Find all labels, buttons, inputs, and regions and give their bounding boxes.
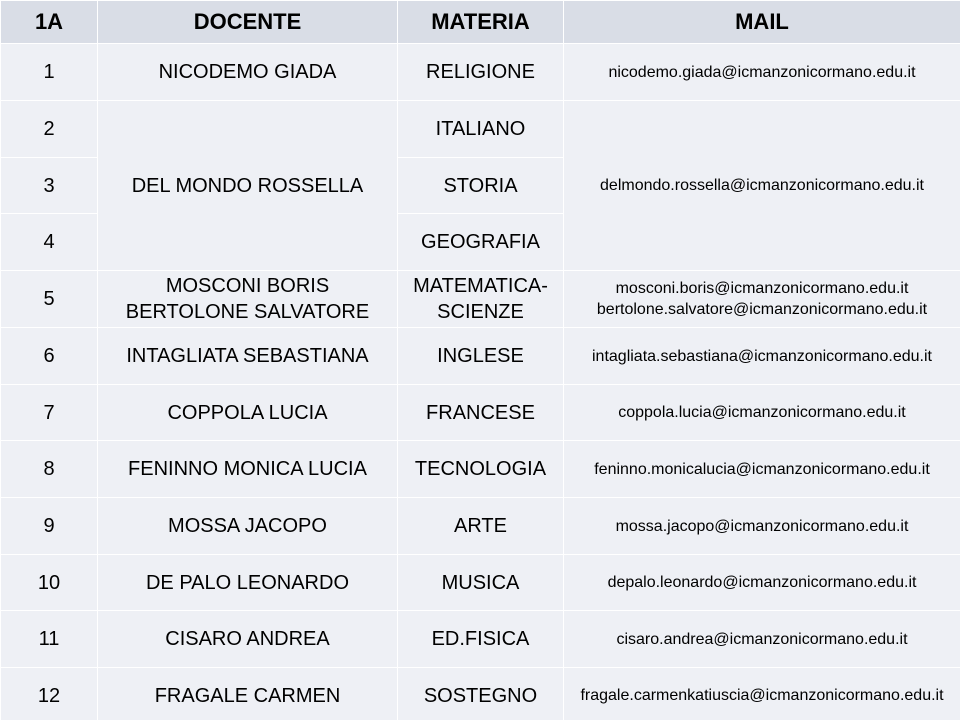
row-number: 1 (1, 44, 98, 101)
row-number: 7 (1, 385, 98, 441)
subject-name (398, 668, 564, 720)
teacher-email-line: feninno.monicalucia@icmanzonicormano.edu.it (594, 460, 930, 478)
table-row (1, 328, 960, 385)
subject-name-line: ITALIANO (435, 118, 526, 140)
table-row (1, 498, 960, 555)
subject-name-line: STORIA (443, 174, 518, 197)
teacher-name-line: MOSCONI BORIS (165, 275, 330, 297)
subject-name (398, 214, 564, 271)
teacher-email-line: cisaro.andrea@icmanzonicormano.edu.it (616, 630, 908, 648)
teacher-email-line: nicodemo.giada@icmanzonicormano.edu.it (608, 63, 916, 81)
row-number: 3 (1, 158, 98, 214)
teacher-email-line: bertolone.salvatore@icmanzonicormano.edu.it (596, 301, 928, 318)
header-materia: MATERIA (398, 1, 564, 44)
teacher-name (98, 498, 398, 555)
teacher-name (98, 44, 398, 101)
header-mail: MAIL (564, 1, 960, 44)
header-row (1, 1, 960, 44)
teacher-email (564, 328, 960, 385)
teacher-email (564, 555, 960, 611)
table-body (1, 44, 960, 720)
subject-name (398, 44, 564, 101)
subject-name (398, 158, 564, 214)
subject-name (398, 498, 564, 555)
subject-name-line: GEOGRAFIA (421, 231, 540, 253)
subject-name (398, 611, 564, 668)
subject-name (398, 101, 564, 158)
row-number: 6 (1, 328, 98, 385)
teacher-email (564, 271, 960, 328)
table-row (1, 101, 960, 158)
subject-name-line: MUSICA (441, 571, 520, 594)
row-number: 11 (1, 611, 98, 668)
teacher-name-line: BERTOLONE SALVATORE (125, 301, 370, 323)
teacher-email-line: fragale.carmenkatiuscia@icmanzonicormano.edu.it (580, 687, 944, 704)
table-row (1, 44, 960, 101)
subject-name (398, 555, 564, 611)
teacher-email-line: mosconi.boris@icmanzonicormano.edu.it (615, 280, 909, 297)
teacher-name-line: NICODEMO GIADA (158, 61, 337, 83)
subject-name-line: FRANCESE (426, 401, 535, 424)
subject-name-line: ED.FISICA (431, 628, 530, 650)
teacher-email (564, 385, 960, 441)
teacher-name-line: INTAGLIATA SEBASTIANA (126, 345, 369, 367)
subject-name-line: ARTE (454, 515, 507, 537)
teacher-email (564, 498, 960, 555)
teacher-name-line: CISARO ANDREA (165, 628, 330, 650)
teacher-email-line: intagliata.sebastiana@icmanzonicormano.edu.it (592, 347, 932, 365)
teacher-name-line: MOSSA JACOPO (168, 515, 327, 537)
table-row (1, 385, 960, 441)
subject-name-line: SCIENZE (437, 301, 524, 323)
teacher-name-line: DEL MONDO ROSSELLA (131, 174, 364, 197)
teacher-email-line: mossa.jacopo@icmanzonicormano.edu.it (615, 517, 909, 535)
subject-name-line: MATEMATICA- (413, 275, 548, 297)
teacher-name-line: COPPOLA LUCIA (167, 401, 328, 424)
subject-name (398, 385, 564, 441)
subject-name (398, 441, 564, 498)
teacher-email-line: depalo.leonardo@icmanzonicormano.edu.it (607, 574, 917, 591)
header-docente: DOCENTE (98, 1, 398, 44)
teacher-name (98, 101, 398, 271)
teacher-email-line: coppola.lucia@icmanzonicormano.edu.it (618, 404, 906, 421)
teacher-name-line: FRAGALE CARMEN (154, 684, 341, 707)
table-row (1, 611, 960, 668)
teacher-name (98, 441, 398, 498)
table-row (1, 668, 960, 720)
teacher-name-line: DE PALO LEONARDO (145, 571, 350, 594)
subject-name (398, 328, 564, 385)
table-row (1, 271, 960, 328)
table-row (1, 441, 960, 498)
subject-name (398, 271, 564, 328)
subject-name-line: INGLESE (437, 345, 524, 367)
row-number: 2 (1, 101, 98, 158)
teacher-name (98, 328, 398, 385)
row-number: 4 (1, 214, 98, 271)
teacher-email (564, 668, 960, 720)
teacher-email (564, 101, 960, 271)
table-row (1, 555, 960, 611)
row-number: 5 (1, 271, 98, 328)
subject-name-line: TECNOLOGIA (414, 458, 547, 480)
teacher-name (98, 555, 398, 611)
teacher-email (564, 441, 960, 498)
teacher-name (98, 611, 398, 668)
teacher-name (98, 385, 398, 441)
teacher-email (564, 44, 960, 101)
teacher-name (98, 271, 398, 328)
row-number: 9 (1, 498, 98, 555)
teacher-name (98, 668, 398, 720)
row-number: 10 (1, 555, 98, 611)
teacher-email (564, 611, 960, 668)
header-class-label: 1A (1, 1, 98, 44)
subject-name-line: SOSTEGNO (423, 684, 538, 707)
teacher-name-line: FENINNO MONICA LUCIA (128, 458, 367, 480)
teacher-email-line: delmondo.rossella@icmanzonicormano.edu.it (600, 177, 924, 194)
row-number: 12 (1, 668, 98, 720)
row-number: 8 (1, 441, 98, 498)
subject-name-line: RELIGIONE (426, 61, 535, 83)
